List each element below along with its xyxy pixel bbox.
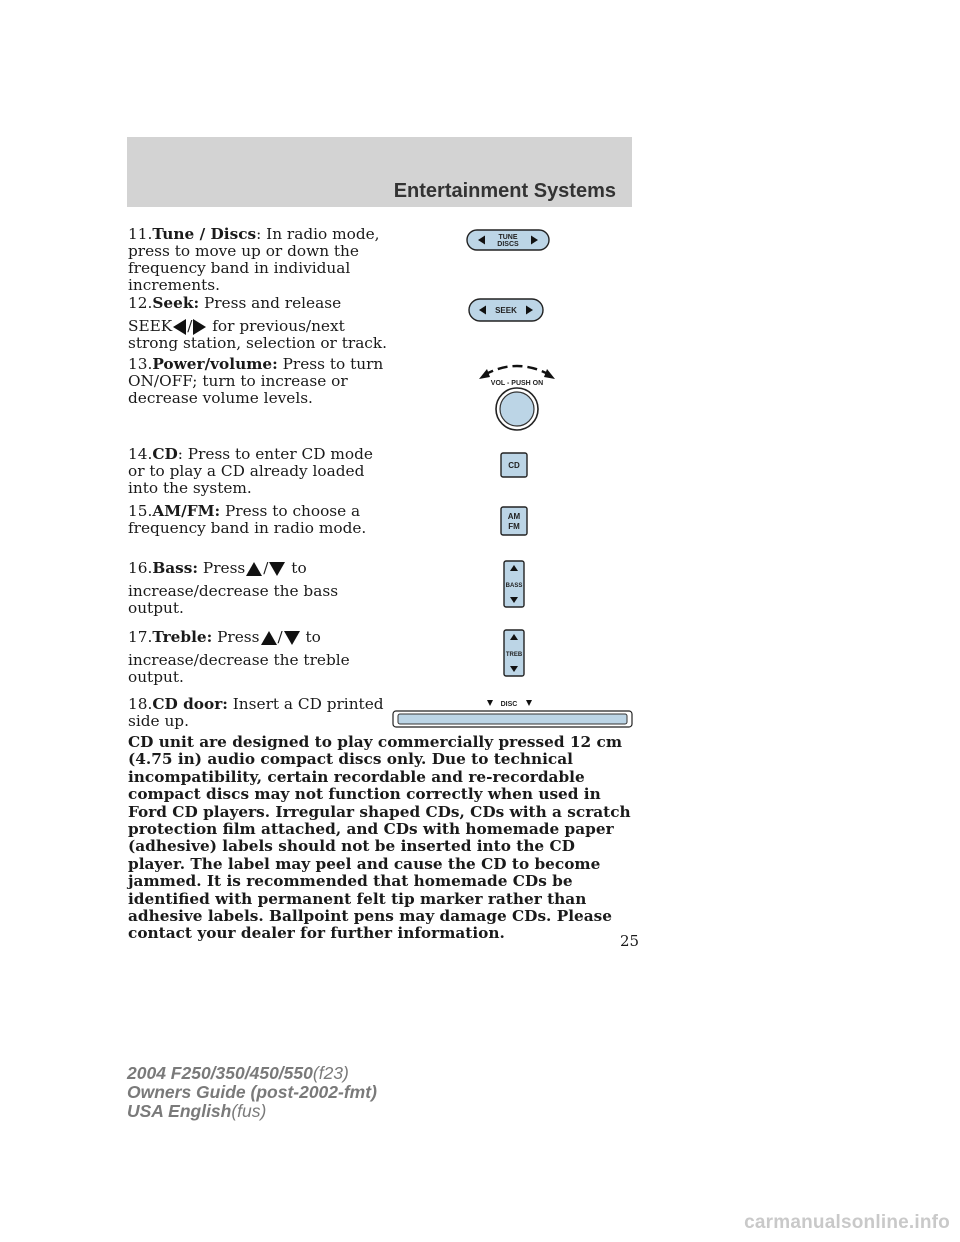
slash: / <box>277 628 283 646</box>
page-number: 25 <box>620 932 640 950</box>
left-arrow-icon <box>173 319 186 335</box>
bass-button <box>503 560 525 608</box>
item-term: Treble: <box>152 628 213 646</box>
item-bass <box>128 560 390 617</box>
footer-language-code: (fus) <box>231 1101 267 1121</box>
item-am-fm <box>128 503 390 537</box>
slash: / <box>187 317 193 335</box>
footer-model-code: (f23) <box>312 1063 349 1083</box>
section-title: Entertainment Systems <box>393 180 616 202</box>
footer-model: 2004 F250/350/450/550 <box>127 1063 313 1083</box>
footer-language: USA English <box>127 1101 232 1121</box>
footer-line-2 <box>127 1083 377 1102</box>
item-text-to: to <box>300 628 321 646</box>
tune-discs-button <box>466 229 550 251</box>
am-label: AM <box>507 512 521 521</box>
item-number: 15. <box>128 502 153 520</box>
right-arrow-icon <box>193 319 206 335</box>
item-number: 12. <box>128 294 153 312</box>
slash: / <box>263 559 269 577</box>
item-term: Power/volume: <box>152 355 278 373</box>
item-term: AM/FM: <box>152 502 221 520</box>
item-text-cont: increase/decrease the bass output. <box>128 582 339 617</box>
discs-label: DISCS <box>497 241 519 248</box>
down-arrow-icon <box>269 562 285 576</box>
footer-line-1 <box>127 1064 377 1083</box>
item-text-to: to <box>286 559 307 577</box>
item-separator: : <box>256 225 262 243</box>
seek-word: SEEK <box>128 317 173 335</box>
item-cd-door <box>128 696 390 730</box>
volume-knob <box>476 355 558 439</box>
item-term: CD door: <box>152 695 228 713</box>
item-seek <box>128 295 390 352</box>
item-text: Press and release <box>199 294 342 312</box>
item-number: 18. <box>128 695 153 713</box>
footer <box>127 1064 377 1121</box>
item-cd <box>128 446 390 497</box>
footer-guide: Owners Guide (post-2002-fmt) <box>127 1082 377 1102</box>
up-arrow-icon <box>261 631 277 645</box>
seek-button <box>468 298 544 322</box>
item-term: CD <box>152 445 178 463</box>
down-arrow-icon <box>284 631 300 645</box>
seek-row <box>128 318 390 352</box>
item-text: Press to enter CD mode or to play a CD already loaded into the system. <box>128 445 373 497</box>
item-tune-discs <box>128 226 390 294</box>
item-text: Insert a CD printed side up. <box>128 695 384 730</box>
item-term: Seek: <box>152 294 200 312</box>
bass-label: BASS <box>505 583 523 589</box>
item-text-cont: for previous/next strong station, selection or track. <box>128 317 388 352</box>
item-separator: : <box>177 445 183 463</box>
cd-label: CD <box>508 461 520 470</box>
vol-label: VOL - PUSH ON <box>490 380 544 387</box>
item-number: 13. <box>128 355 153 373</box>
item-treble <box>128 629 390 686</box>
footer-line-3 <box>127 1102 377 1121</box>
item-number: 14. <box>128 445 153 463</box>
item-text: Press <box>212 628 260 646</box>
treb-label: TREB <box>505 652 523 658</box>
item-number: 17. <box>128 628 153 646</box>
fm-label: FM <box>508 522 520 531</box>
watermark: carmanualsonline.info <box>744 1212 950 1233</box>
header-band <box>127 137 632 207</box>
item-number: 11. <box>128 225 153 243</box>
up-arrow-icon <box>246 562 262 576</box>
cd-door-slot <box>392 696 634 730</box>
disc-label: DISC <box>500 701 518 708</box>
item-text-cont: increase/decrease the treble output. <box>128 651 350 686</box>
item-text: In radio mode, press to move up or down the frequency band in individual increments. <box>128 225 380 294</box>
item-term: Bass: <box>152 559 199 577</box>
tune-label: TUNE <box>498 234 518 241</box>
item-term: Tune / Discs <box>152 225 257 243</box>
am-fm-button <box>500 506 528 536</box>
item-text: Press to turn ON/OFF; turn to increase or decrease volume levels. <box>128 355 384 407</box>
item-power-volume <box>128 356 390 407</box>
cd-button <box>500 452 528 478</box>
cd-warning-paragraph: CD unit are designed to play commercially pressed 12 cm (4.75 in) audio compact discs only. Due to technical incompatibility, certain recordable and re-recordable compact discs may not function correctly when used in Ford CD players. Irregular shaped CDs, CDs with a scratch protection film attached, and CDs with homemade paper (adhesive) labels should not be inserted into the CD player. The label may peel and cause the CD to become jammed. It is recommended that homemade CDs be identified with permanent felt tip marker rather than adhesive labels. Ballpoint pens may damage CDs. Please contact your dealer for further information. <box>128 733 631 943</box>
item-text: Press to choose a frequency band in radio mode. <box>128 502 367 537</box>
seek-label: SEEK <box>495 306 517 315</box>
item-text: Press <box>198 559 246 577</box>
treble-button <box>503 629 525 677</box>
item-number: 16. <box>128 559 153 577</box>
